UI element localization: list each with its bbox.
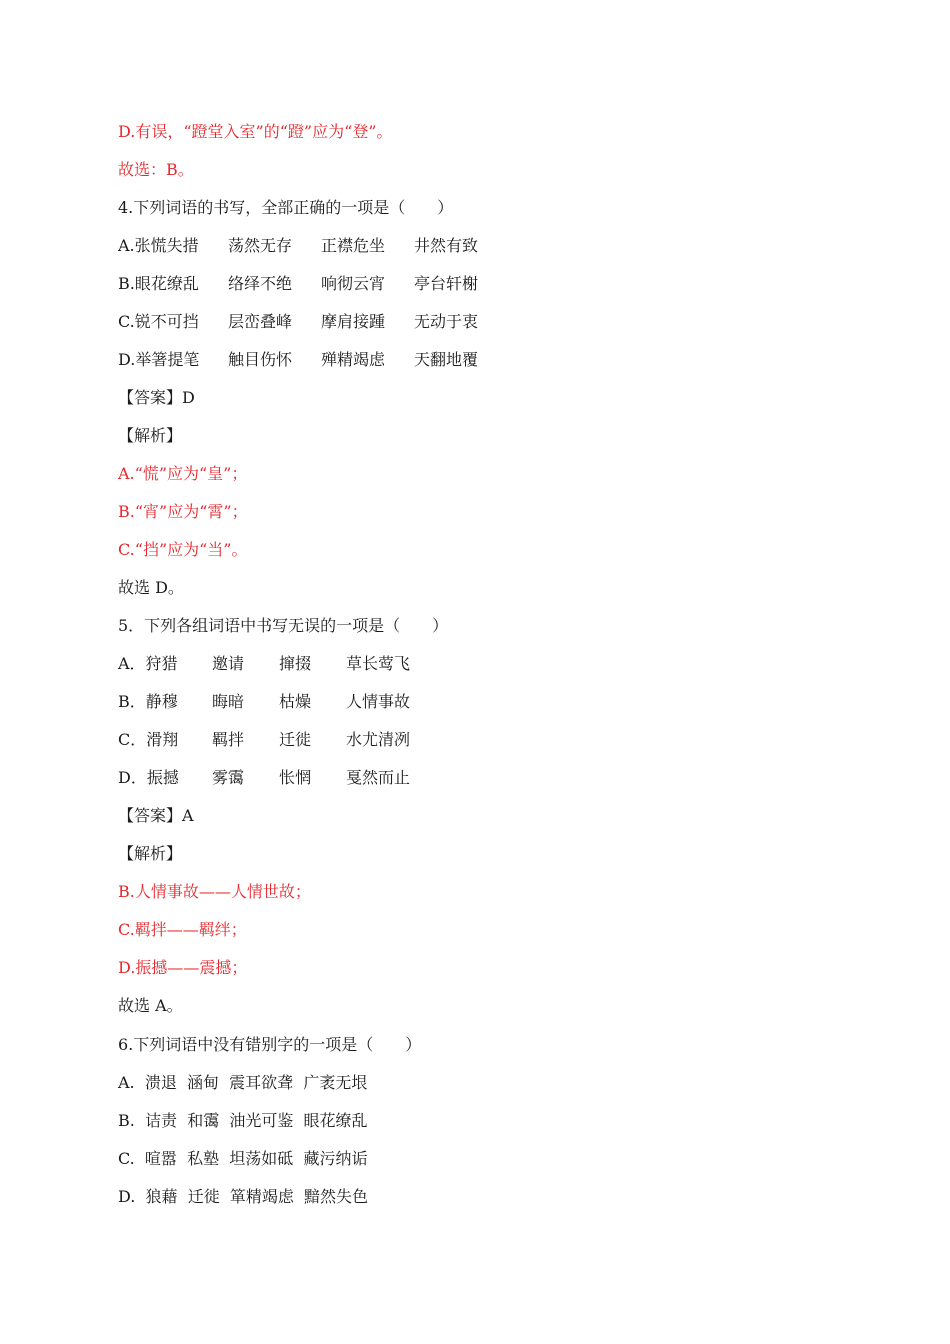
q3-choose: 故选：B。 [118,160,194,179]
q4-option-b-word-3: 响彻云宵 [321,274,386,293]
q4-option-b-word-1: B.眼花缭乱 [118,274,199,293]
q4-option-d-word-3: 殚精竭虑 [321,350,386,369]
q5-choose: 故选 A。 [118,996,183,1015]
q5-answer: 【答案】A [118,806,194,825]
q4-option-a-word-4: 井然有致 [414,236,479,255]
q4-option-d [118,350,479,370]
q4-option-d-word-2: 触目伤怀 [228,350,293,369]
q4-option-c [118,312,479,332]
q6-option-d: D. 狼藉 迁徙 箪精竭虑 黯然失色 [118,1187,369,1206]
q5-option-d-word-3: 怅惘 [279,768,312,787]
q6-stem: 6.下列词语中没有错别字的一项是（ ） [118,1035,422,1054]
q4-option-b [118,274,479,294]
q5-analysis-line-3: D.振撼——震撼； [118,958,248,977]
q6-option-a: A. 溃退 涵甸 震耳欲聋 广袤无垠 [118,1073,368,1092]
q4-analysis-label: 【解析】 [118,426,183,445]
q5-analysis-label: 【解析】 [118,844,183,863]
q5-analysis-line-1: B.人情事故——人情世故； [118,882,311,901]
q5-option-b-word-1: B．静穆 [118,692,178,711]
q5-stem: 5．下列各组词语中书写无误的一项是（ ） [118,616,449,635]
q4-option-b-word-2: 络绎不绝 [228,274,293,293]
q6-option-c: C. 喧嚣 私塾 坦荡如砥 藏污纳诟 [118,1149,368,1168]
q5-option-b [118,692,411,712]
q5-option-d-word-1: D．振撼 [118,768,179,787]
q5-option-d-word-2: 雾霭 [212,768,245,787]
q4-option-c-word-1: C.锐不可挡 [118,312,199,331]
q5-option-c-word-3: 迁徙 [279,730,312,749]
q5-option-a-word-3: 撺掇 [279,654,312,673]
q5-option-d [118,768,411,788]
q4-option-c-word-3: 摩肩接踵 [321,312,386,331]
q4-option-c-word-4: 无动于衷 [414,312,479,331]
q4-option-d-word-1: D.举箸提笔 [118,350,200,369]
q6-option-b: B. 诘责 和霭 油光可鉴 眼花缭乱 [118,1111,368,1130]
q5-option-a-word-4: 草长莺飞 [346,654,411,673]
q4-analysis-line-3: C.“挡”应为“当”。 [118,540,248,559]
q5-option-b-word-4: 人情事故 [346,692,411,711]
q4-stem: 4.下列词语的书写，全部正确的一项是（ ） [118,198,454,217]
q3-option-d-analysis: D.有误，“蹬堂入室”的“蹬”应为“登”。 [118,122,393,141]
q4-option-c-word-2: 层峦叠峰 [228,312,293,331]
q4-option-a [118,236,479,256]
q5-option-c-word-4: 水尤清冽 [346,730,411,749]
q4-option-a-word-3: 正襟危坐 [321,236,386,255]
q4-option-a-word-1: A.张慌失措 [118,236,199,255]
q5-option-b-word-3: 枯燥 [279,692,312,711]
q4-choose: 故选 D。 [118,578,184,597]
q4-analysis-line-1: A.“慌”应为“皇”； [118,464,248,483]
q5-option-c [118,730,411,750]
q5-option-b-word-2: 晦暗 [212,692,245,711]
q4-option-d-word-4: 天翻地覆 [414,350,479,369]
q5-option-c-word-1: C．滑翔 [118,730,179,749]
q5-option-d-word-4: 戛然而止 [346,768,411,787]
q5-option-a-word-1: A．狩猎 [118,654,178,673]
q4-option-a-word-2: 荡然无存 [228,236,293,255]
q5-option-a [118,654,411,674]
q4-analysis-line-2: B.“宵”应为“霄”； [118,502,248,521]
q5-analysis-line-2: C.羁拌——羁绊； [118,920,247,939]
q4-answer: 【答案】D [118,388,195,407]
q5-option-a-word-2: 邀请 [212,654,245,673]
q4-option-b-word-4: 亭台轩榭 [414,274,479,293]
q5-option-c-word-2: 羁拌 [212,730,245,749]
